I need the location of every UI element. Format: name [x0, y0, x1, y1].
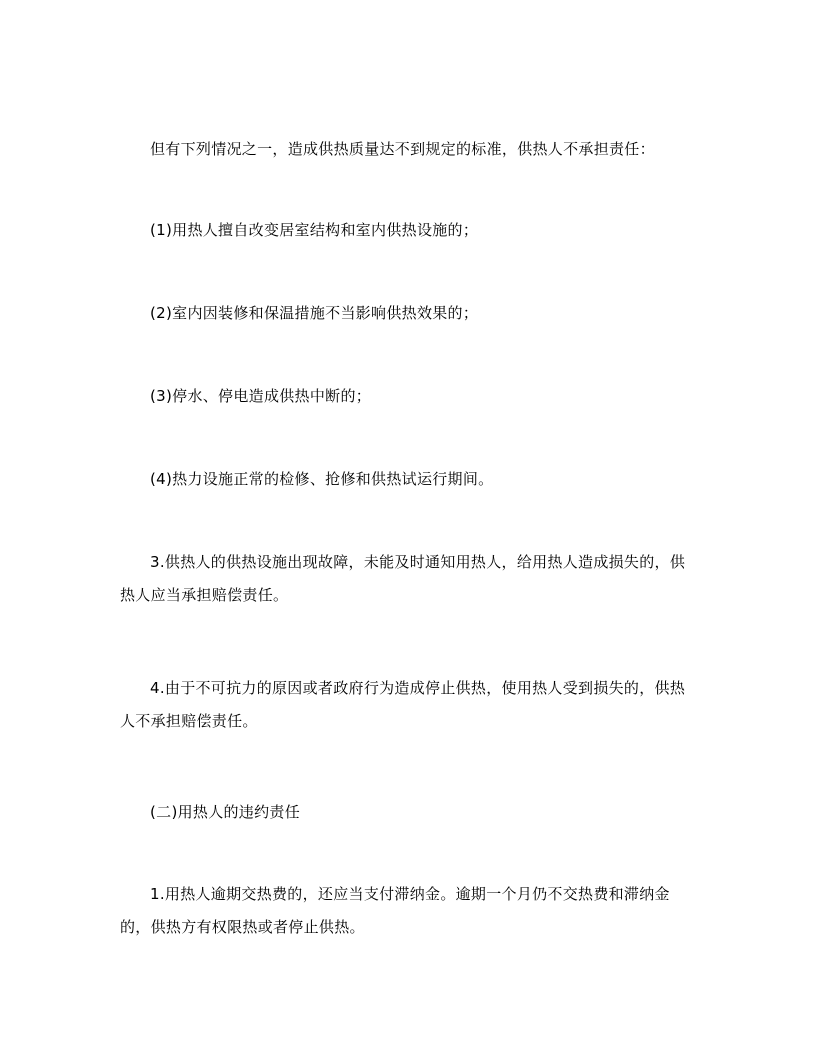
paragraph-item-3: (3)停水、停电造成供热中断的； [150, 387, 372, 405]
paragraph-clause-4: 4.由于不可抗力的原因或者政府行为造成停止供热，使用热人受到损失的，供热人不承担赔偿责任。 [120, 679, 686, 730]
paragraph-exemptions-intro: 但有下列情况之一，造成供热质量达不到规定的标准，供热人不承担责任： [150, 140, 655, 158]
paragraph-clause-1-late-fee: 1.用热人逾期交热费的，还应当支付滞纳金。逾期一个月仍不交热费和滞纳金的，供热方有权限热或者停止供热。 [120, 885, 670, 936]
paragraph-item-1: (1)用热人擅自改变居室结构和室内供热设施的； [150, 221, 479, 239]
paragraph-clause-3: 3.供热人的供热设施出现故障，未能及时通知用热人，给用热人造成损失的，供热人应当承担赔偿责任。 [120, 553, 686, 604]
paragraph-item-4: (4)热力设施正常的检修、抢修和供热试运行期间。 [150, 470, 494, 488]
section-heading-user-liability: (二)用热人的违约责任 [150, 803, 301, 821]
paragraph-item-2: (2)室内因装修和保温措施不当影响供热效果的； [150, 304, 479, 322]
